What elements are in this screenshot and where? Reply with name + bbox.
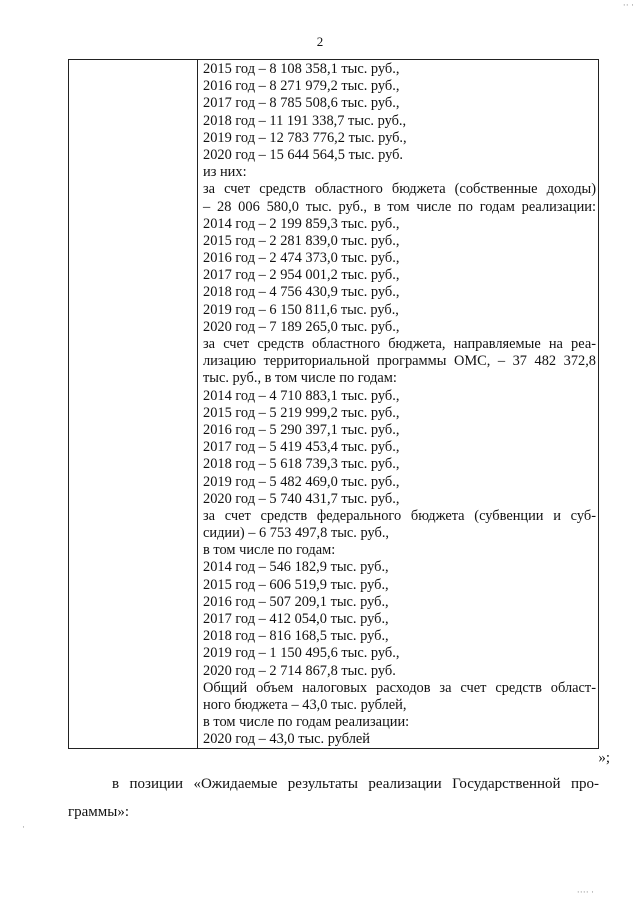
table-line: 2016 год – 2 474 373,0 тыс. руб., <box>203 250 400 267</box>
funding-table <box>68 59 599 749</box>
table-line: 2019 год – 5 482 469,0 тыс. руб., <box>203 473 400 490</box>
table-line: 2017 год – 8 785 508,6 тыс. руб., <box>203 95 400 112</box>
amendment-paragraph <box>68 770 599 826</box>
table-line: за счет средств областного бюджета (собственные доходы) <box>203 181 596 198</box>
table-line: 2017 год – 2 954 001,2 тыс. руб., <box>203 267 400 284</box>
table-line: 2020 год – 2 714 867,8 тыс. руб. <box>203 662 396 679</box>
table-line: 2014 год – 2 199 859,3 тыс. руб., <box>203 215 400 232</box>
table-line: 2019 год – 6 150 811,6 тыс. руб., <box>203 301 399 318</box>
table-line: Общий объем налоговых расходов за счет средств област- <box>203 679 596 696</box>
table-line: за счет средств федерального бюджета (субвенции и суб- <box>203 507 596 524</box>
table-line: 2015 год – 606 519,9 тыс. руб., <box>203 576 389 593</box>
table-line: лизацию территориальной программы ОМС, – 37 482 372,8 <box>203 353 596 370</box>
table-line: 2016 год – 507 209,1 тыс. руб., <box>203 593 389 610</box>
table-line: 2017 год – 5 419 453,4 тыс. руб., <box>203 439 400 456</box>
table-line: 2019 год – 1 150 495,6 тыс. руб., <box>203 645 400 662</box>
table-line: в том числе по годам реализации: <box>203 714 410 731</box>
table-left-cell <box>69 60 198 748</box>
table-line: 2016 год – 8 271 979,2 тыс. руб., <box>203 78 400 95</box>
table-line: 2020 год – 7 189 265,0 тыс. руб., <box>203 318 400 335</box>
table-line: 2018 год – 816 168,5 тыс. руб., <box>203 628 389 645</box>
scan-mark-bottom-right: ···· · <box>576 887 594 897</box>
table-line: 2020 год – 43,0 тыс. рублей <box>203 731 370 748</box>
table-line: 2015 год – 5 219 999,2 тыс. руб., <box>203 404 400 421</box>
closing-quote: »; <box>598 750 610 766</box>
paragraph-line-2: граммы»: <box>68 804 130 820</box>
table-line: 2018 год – 11 191 338,7 тыс. руб., <box>203 112 407 129</box>
scan-mark-bottom-left: · <box>22 822 25 832</box>
scan-mark-top-right: ·· · <box>622 0 634 10</box>
table-line: ного бюджета – 43,0 тыс. рублей, <box>203 696 407 713</box>
table-line: 2015 год – 2 281 839,0 тыс. руб., <box>203 232 400 249</box>
page-number: 2 <box>316 34 324 49</box>
table-line: 2018 год – 4 756 430,9 тыс. руб., <box>203 284 400 301</box>
table-line: 2020 год – 5 740 431,7 тыс. руб., <box>203 490 400 507</box>
table-line: за счет средств областного бюджета, направляемые на реа- <box>203 336 596 352</box>
table-line: 2017 год – 412 054,0 тыс. руб., <box>203 611 389 627</box>
table-right-cell <box>198 60 598 748</box>
paragraph-line-1: в позиции «Ожидаемые результаты реализации Государственной про- <box>112 776 599 792</box>
table-line: 2014 год – 546 182,9 тыс. руб., <box>203 559 389 576</box>
table-line: 2015 год – 8 108 358,1 тыс. руб., <box>203 61 400 77</box>
table-line: 2019 год – 12 783 776,2 тыс. руб., <box>203 129 407 146</box>
table-line: 2020 год – 15 644 564,5 тыс. руб. <box>203 146 404 163</box>
table-line: 2016 год – 5 290 397,1 тыс. руб., <box>203 421 400 438</box>
table-line: 2018 год – 5 618 739,3 тыс. руб., <box>203 456 400 473</box>
table-line: – 28 006 580,0 тыс. руб., в том числе по годам реализации: <box>203 198 596 215</box>
table-line: 2014 год – 4 710 883,1 тыс. руб., <box>203 387 400 404</box>
table-line: сидии) – 6 753 497,8 тыс. руб., <box>203 525 390 542</box>
table-line: тыс. руб., в том числе по годам: <box>203 370 397 387</box>
table-line: из них: <box>203 164 247 181</box>
table-line: в том числе по годам: <box>203 542 336 559</box>
